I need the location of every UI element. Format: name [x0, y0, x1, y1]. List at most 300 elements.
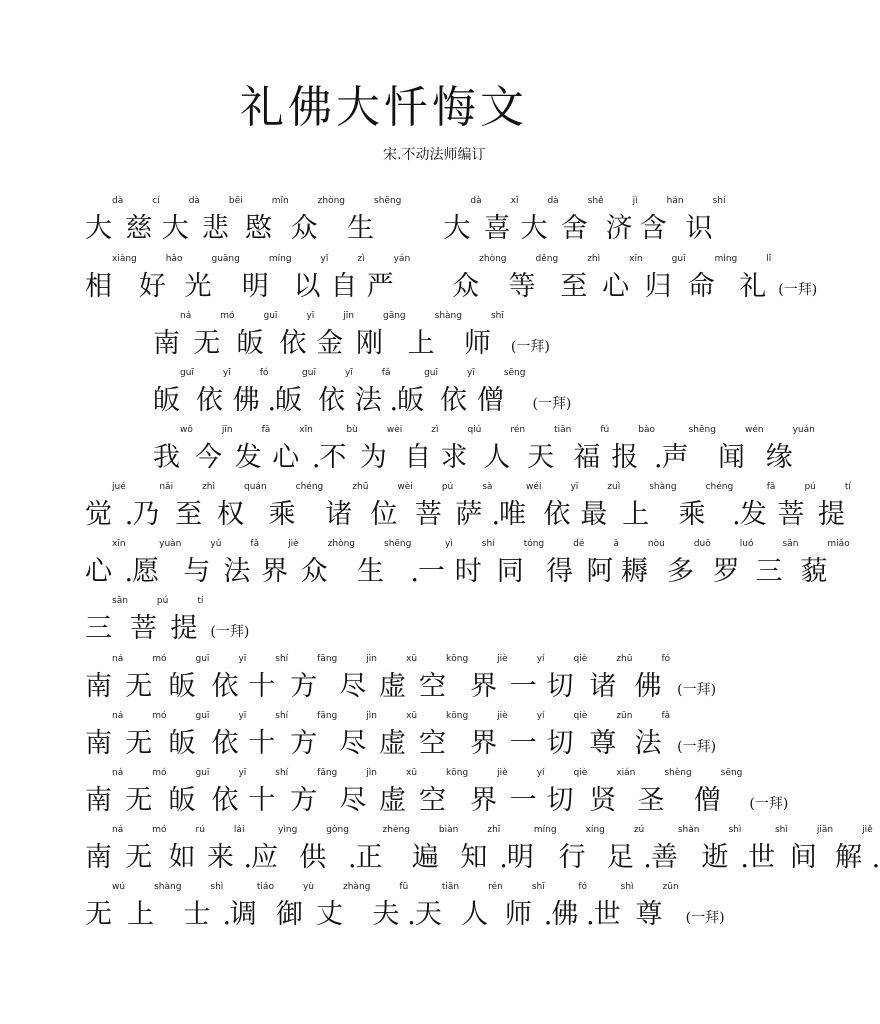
phrase	[84, 196, 402, 245]
pinyin: jué	[112, 482, 126, 492]
hanzi-with-pinyin	[527, 425, 571, 474]
hanzi: 师	[463, 328, 491, 359]
hanzi-with-pinyin	[242, 254, 292, 303]
hanzi-with-pinyin	[510, 654, 545, 703]
hanzi: 发	[739, 499, 767, 530]
hanzi: 南	[85, 785, 112, 816]
bow-note: (一拜)	[677, 682, 717, 698]
hanzi: 报	[611, 442, 639, 473]
hanzi-with-pinyin	[755, 539, 798, 588]
hanzi-with-pinyin	[739, 254, 771, 303]
hanzi-with-pinyin	[777, 482, 815, 531]
bow-note: (一拜)	[532, 396, 572, 412]
pinyin: jiè	[497, 768, 508, 778]
hanzi-with-pinyin	[460, 825, 500, 874]
hanzi: 依	[195, 385, 223, 416]
pinyin: dà	[470, 196, 482, 206]
hanzi-with-pinyin	[261, 539, 299, 588]
hanzi-with-pinyin	[499, 482, 541, 531]
hanzi: 菩	[414, 499, 442, 530]
pinyin: fó	[259, 368, 269, 378]
hanzi: 虚	[379, 671, 406, 702]
hanzi-with-pinyin	[367, 254, 411, 303]
pinyin: tiān	[554, 425, 572, 435]
pinyin: dà	[112, 196, 124, 206]
hanzi: 尽	[339, 728, 367, 759]
pinyin: fāng	[317, 768, 338, 778]
hanzi: 南	[85, 842, 112, 873]
hanzi: 法	[634, 728, 662, 759]
hanzi: 命	[687, 271, 715, 302]
punctuation: .	[732, 500, 741, 531]
pinyin: fó	[661, 654, 671, 664]
hanzi: 法	[354, 385, 382, 416]
page-title: 礼佛大忏悔文	[240, 82, 528, 133]
pinyin: yī	[344, 368, 353, 378]
pinyin: wèi	[397, 482, 413, 492]
hanzi: 圣	[637, 785, 665, 816]
text-line	[84, 482, 852, 531]
hanzi: 与	[183, 556, 211, 587]
text-line	[84, 596, 249, 645]
pinyin: pú	[804, 482, 816, 492]
pinyin: guī	[263, 311, 278, 321]
hanzi: 愍	[244, 213, 272, 244]
pinyin: zhèng	[382, 825, 410, 835]
hanzi: 十	[248, 728, 276, 759]
pinyin: shì	[210, 882, 224, 892]
hanzi-with-pinyin	[455, 482, 492, 531]
hanzi-with-pinyin	[132, 539, 181, 588]
pinyin: míng	[533, 825, 557, 835]
hanzi: 最	[580, 499, 608, 530]
punctuation: .	[410, 557, 419, 588]
pinyin: shàng	[434, 311, 462, 321]
pinyin: cí	[152, 196, 160, 206]
hanzi: 切	[546, 785, 574, 816]
pinyin: fó	[578, 882, 588, 892]
hanzi-with-pinyin	[130, 596, 168, 645]
pinyin: xīn	[629, 254, 643, 264]
author-credit: 宋.不动法师编订	[383, 147, 486, 163]
hanzi-with-pinyin	[470, 711, 508, 760]
pinyin: bù	[346, 425, 358, 435]
hanzi-with-pinyin	[713, 539, 754, 588]
pinyin: ná	[112, 654, 124, 664]
text-line	[84, 196, 726, 245]
pinyin: mìng	[714, 254, 738, 264]
phrase	[84, 711, 716, 760]
pinyin: jīn	[343, 311, 354, 321]
hanzi-with-pinyin	[85, 825, 123, 874]
text-line	[84, 654, 716, 703]
hanzi-with-pinyin	[470, 654, 508, 703]
phrase	[152, 311, 550, 360]
hanzi: 藐	[800, 556, 828, 587]
hanzi-with-pinyin	[667, 539, 711, 588]
hanzi: 皈	[168, 785, 196, 816]
hanzi-with-pinyin	[85, 882, 125, 931]
pinyin: fǎ	[381, 368, 391, 378]
hanzi: 自	[404, 442, 432, 473]
hanzi-with-pinyin	[634, 654, 670, 703]
pinyin: xū	[406, 654, 418, 664]
hanzi: 提	[817, 499, 845, 530]
pinyin: shí	[481, 539, 495, 549]
hanzi: 乘	[268, 499, 296, 530]
pinyin: dé	[573, 539, 585, 549]
hanzi: 皈	[236, 328, 264, 359]
pinyin: shì	[620, 882, 634, 892]
pinyin: jiè	[497, 654, 508, 664]
hanzi: 位	[370, 499, 398, 530]
pinyin: duō	[693, 539, 711, 549]
punctuation: .	[491, 500, 501, 531]
hanzi-with-pinyin	[125, 711, 166, 760]
punctuation: .	[311, 443, 321, 474]
pinyin: hǎo	[165, 254, 183, 264]
punctuation: .	[124, 557, 134, 588]
hanzi: 僧	[476, 385, 504, 416]
hanzi-with-pinyin	[419, 768, 468, 817]
hanzi-with-pinyin	[589, 768, 635, 817]
hanzi: 声	[661, 442, 689, 473]
pinyin: gāng	[382, 311, 406, 321]
hanzi: 依	[211, 671, 239, 702]
hanzi-with-pinyin	[686, 196, 726, 245]
hanzi-with-pinyin	[153, 425, 193, 474]
hanzi: 心	[602, 271, 630, 302]
pinyin: guī	[195, 711, 210, 721]
pinyin: wén	[744, 425, 764, 435]
pinyin: yī	[238, 768, 247, 778]
hanzi: 师	[504, 899, 532, 930]
hanzi-with-pinyin	[85, 711, 123, 760]
hanzi: 南	[85, 671, 112, 702]
text-line	[84, 825, 878, 874]
pinyin: zhū	[616, 654, 633, 664]
hanzi-with-pinyin	[196, 368, 231, 417]
hanzi-with-pinyin	[279, 311, 314, 360]
hanzi: 我	[153, 442, 180, 473]
hanzi-with-pinyin	[301, 539, 355, 588]
pinyin: yìng	[278, 825, 298, 835]
hanzi-with-pinyin	[452, 254, 506, 303]
phrase	[152, 425, 816, 474]
pinyin: zì	[431, 425, 439, 435]
hanzi: 夫	[372, 899, 400, 930]
pinyin: zhòng	[317, 196, 346, 206]
pinyin: zì	[357, 254, 365, 264]
punctuation: .	[499, 843, 508, 874]
hanzi: 方	[290, 785, 318, 816]
hanzi: 今	[194, 442, 222, 473]
hanzi-with-pinyin	[748, 825, 788, 874]
hanzi: 一	[417, 556, 445, 587]
hanzi: 上	[127, 899, 155, 930]
hanzi-with-pinyin	[85, 768, 123, 817]
hanzi: 乘	[678, 499, 706, 530]
hanzi: 空	[419, 728, 447, 759]
pinyin: zhòng	[327, 539, 355, 549]
bow-note: (一拜)	[778, 282, 818, 298]
hanzi-with-pinyin	[183, 539, 221, 588]
hanzi: 含	[639, 213, 667, 244]
hanzi: 觉	[85, 499, 112, 530]
phrase	[84, 596, 249, 645]
pinyin: shēng	[688, 425, 716, 435]
hanzi: 金	[316, 328, 344, 359]
pinyin: yí	[536, 768, 545, 778]
pinyin: wǒ	[180, 425, 193, 435]
hanzi-with-pinyin	[637, 768, 691, 817]
hanzi: 世	[593, 899, 621, 930]
hanzi-with-pinyin	[561, 196, 604, 245]
hanzi: 方	[290, 671, 318, 702]
hanzi-with-pinyin	[125, 825, 166, 874]
pinyin: qiè	[573, 711, 588, 721]
pinyin: xíng	[585, 825, 605, 835]
pinyin: shě	[587, 196, 604, 206]
hanzi-with-pinyin	[85, 539, 126, 588]
pinyin: jiě	[862, 825, 873, 835]
pinyin: yī	[306, 311, 315, 321]
pinyin: guī	[180, 368, 194, 378]
hanzi: 丈	[316, 899, 343, 930]
bow-note: (一拜)	[677, 739, 717, 755]
hanzi-with-pinyin	[248, 654, 288, 703]
pinyin: fāng	[317, 711, 338, 721]
hanzi-with-pinyin	[211, 711, 246, 760]
hanzi-with-pinyin	[169, 654, 210, 703]
hanzi: 多	[666, 556, 694, 587]
hanzi: 皈	[275, 385, 303, 416]
hanzi: 如	[168, 842, 196, 873]
hanzi: 生	[357, 556, 384, 587]
hanzi: 供	[299, 842, 327, 873]
hanzi-with-pinyin	[688, 254, 738, 303]
pinyin: yì	[444, 539, 453, 549]
hanzi-with-pinyin	[497, 539, 544, 588]
pinyin: zhū	[352, 482, 369, 492]
hanzi: 大	[161, 213, 189, 244]
hanzi: 自	[330, 271, 358, 302]
pinyin: shī	[531, 882, 545, 892]
hanzi: 心	[85, 556, 112, 587]
punctuation: .	[222, 900, 231, 931]
hanzi-with-pinyin	[237, 311, 278, 360]
hanzi: 佛	[634, 671, 662, 702]
hanzi: 依	[543, 499, 571, 530]
pinyin: zuì	[607, 482, 621, 492]
phrase	[84, 254, 411, 303]
phrase	[84, 539, 851, 588]
hanzi-with-pinyin	[132, 482, 173, 531]
hanzi-with-pinyin	[547, 768, 588, 817]
hanzi-with-pinyin	[272, 425, 313, 474]
hanzi-with-pinyin	[694, 768, 743, 817]
hanzi-with-pinyin	[318, 368, 353, 417]
hanzi: 上	[622, 499, 650, 530]
hanzi: 空	[419, 671, 447, 702]
phrase	[152, 368, 571, 417]
hanzi: 济	[605, 213, 633, 244]
pinyin: ná	[112, 768, 124, 778]
pinyin: gòng	[326, 825, 349, 835]
hanzi-with-pinyin	[357, 539, 411, 588]
pinyin: zhòng	[479, 254, 507, 264]
hanzi-with-pinyin	[85, 596, 128, 645]
hanzi-with-pinyin	[169, 825, 205, 874]
hanzi: 依	[211, 785, 239, 816]
hanzi-with-pinyin	[125, 654, 166, 703]
hanzi-with-pinyin	[412, 825, 458, 874]
hanzi: 足	[606, 842, 634, 873]
hanzi-with-pinyin	[483, 425, 525, 474]
pinyin: jīn	[221, 425, 233, 435]
hanzi-with-pinyin	[217, 482, 267, 531]
hanzi-with-pinyin	[636, 882, 679, 931]
hanzi-with-pinyin	[606, 196, 638, 245]
pinyin: fǎ	[661, 711, 671, 721]
hanzi: 闻	[717, 442, 745, 473]
hanzi-with-pinyin	[634, 711, 670, 760]
bow-note: (一拜)	[510, 339, 550, 355]
hanzi: 法	[223, 556, 251, 587]
hanzi: 南	[85, 728, 112, 759]
hanzi-with-pinyin	[679, 482, 734, 531]
hanzi-with-pinyin	[125, 768, 166, 817]
pinyin: zūn	[662, 882, 679, 892]
hanzi-with-pinyin	[230, 882, 274, 931]
hanzi: 贤	[589, 785, 617, 816]
hanzi-with-pinyin	[718, 425, 764, 474]
hanzi-with-pinyin	[139, 254, 183, 303]
hanzi-with-pinyin	[607, 825, 644, 874]
hanzi-with-pinyin	[85, 196, 123, 245]
hanzi-with-pinyin	[455, 539, 495, 588]
hanzi: 识	[685, 213, 713, 244]
hanzi-with-pinyin	[546, 539, 584, 588]
hanzi: 菩	[777, 499, 805, 530]
pinyin: tiān	[441, 882, 460, 892]
hanzi-with-pinyin	[419, 654, 468, 703]
hanzi: 众	[290, 213, 318, 244]
hanzi: 方	[290, 728, 318, 759]
hanzi: 佛	[551, 899, 579, 930]
pinyin: sà	[482, 482, 493, 492]
hanzi: 依	[439, 385, 467, 416]
hanzi: 礼	[739, 271, 767, 302]
hanzi: 乃	[132, 499, 160, 530]
hanzi-with-pinyin	[505, 882, 545, 931]
hanzi: 应	[251, 842, 279, 873]
hanzi-with-pinyin	[290, 654, 337, 703]
hanzi: 众	[300, 556, 328, 587]
pinyin: jìn	[366, 768, 377, 778]
hanzi-with-pinyin	[440, 368, 475, 417]
hanzi-with-pinyin	[125, 196, 159, 245]
hanzi-with-pinyin	[248, 711, 288, 760]
hanzi: 阿	[586, 556, 614, 587]
pinyin: xīn	[112, 539, 126, 549]
hanzi: 菩	[129, 613, 157, 644]
pinyin: shēng	[374, 196, 402, 206]
hanzi: 三	[85, 613, 112, 644]
pinyin: rén	[510, 425, 526, 435]
hanzi-with-pinyin	[404, 425, 438, 474]
hanzi-with-pinyin	[651, 825, 700, 874]
hanzi: 慈	[125, 213, 153, 244]
hanzi: 权	[217, 499, 245, 530]
hanzi: 界	[470, 728, 498, 759]
hanzi: 光	[184, 271, 212, 302]
pinyin: jì	[632, 196, 638, 206]
phrase	[442, 196, 726, 245]
hanzi: 不	[319, 442, 347, 473]
hanzi: 尽	[339, 671, 367, 702]
pinyin: jiān	[816, 825, 834, 835]
hanzi: 世	[747, 842, 775, 873]
hanzi-with-pinyin	[316, 311, 354, 360]
punctuation: .	[407, 900, 416, 931]
hanzi: 人	[461, 899, 489, 930]
pinyin: shàng	[154, 882, 182, 892]
hanzi-with-pinyin	[559, 825, 605, 874]
hanzi: 归	[644, 271, 672, 302]
hanzi-with-pinyin	[740, 482, 776, 531]
phrase	[84, 825, 878, 874]
pinyin: fú	[600, 425, 610, 435]
hanzi: 无	[125, 842, 153, 873]
pinyin: qiú	[467, 425, 482, 435]
hanzi-with-pinyin	[162, 196, 200, 245]
pinyin: ná	[112, 825, 124, 835]
pinyin: děng	[535, 254, 559, 264]
hanzi-with-pinyin	[800, 539, 849, 588]
hanzi: 以	[293, 271, 321, 302]
hanzi-with-pinyin	[299, 825, 349, 874]
hanzi-with-pinyin	[211, 768, 246, 817]
pinyin: bào	[638, 425, 655, 435]
hanzi-with-pinyin	[339, 654, 377, 703]
hanzi-with-pinyin	[339, 711, 377, 760]
pinyin: xián	[616, 768, 636, 778]
hanzi-with-pinyin	[319, 425, 357, 474]
pinyin: fāng	[317, 654, 338, 664]
punctuation: .	[643, 843, 652, 874]
hanzi-with-pinyin	[360, 425, 402, 474]
hanzi-with-pinyin	[509, 254, 559, 303]
hanzi: 行	[558, 842, 586, 873]
pinyin: xǐ	[510, 196, 519, 206]
pinyin: dà	[188, 196, 200, 206]
hanzi: 解	[835, 842, 863, 873]
pinyin: qiè	[573, 654, 588, 664]
pinyin: shí	[275, 654, 289, 664]
hanzi: 皈	[153, 385, 180, 416]
text-line	[84, 768, 788, 817]
pinyin: tí	[844, 482, 851, 492]
hanzi-with-pinyin	[790, 825, 833, 874]
pinyin: sēng	[720, 768, 743, 778]
hanzi-with-pinyin	[560, 254, 600, 303]
hanzi-with-pinyin	[415, 482, 453, 531]
hanzi-with-pinyin	[419, 711, 468, 760]
pinyin: jiè	[497, 711, 508, 721]
pinyin: tí	[197, 596, 204, 606]
hanzi: 切	[546, 728, 574, 759]
